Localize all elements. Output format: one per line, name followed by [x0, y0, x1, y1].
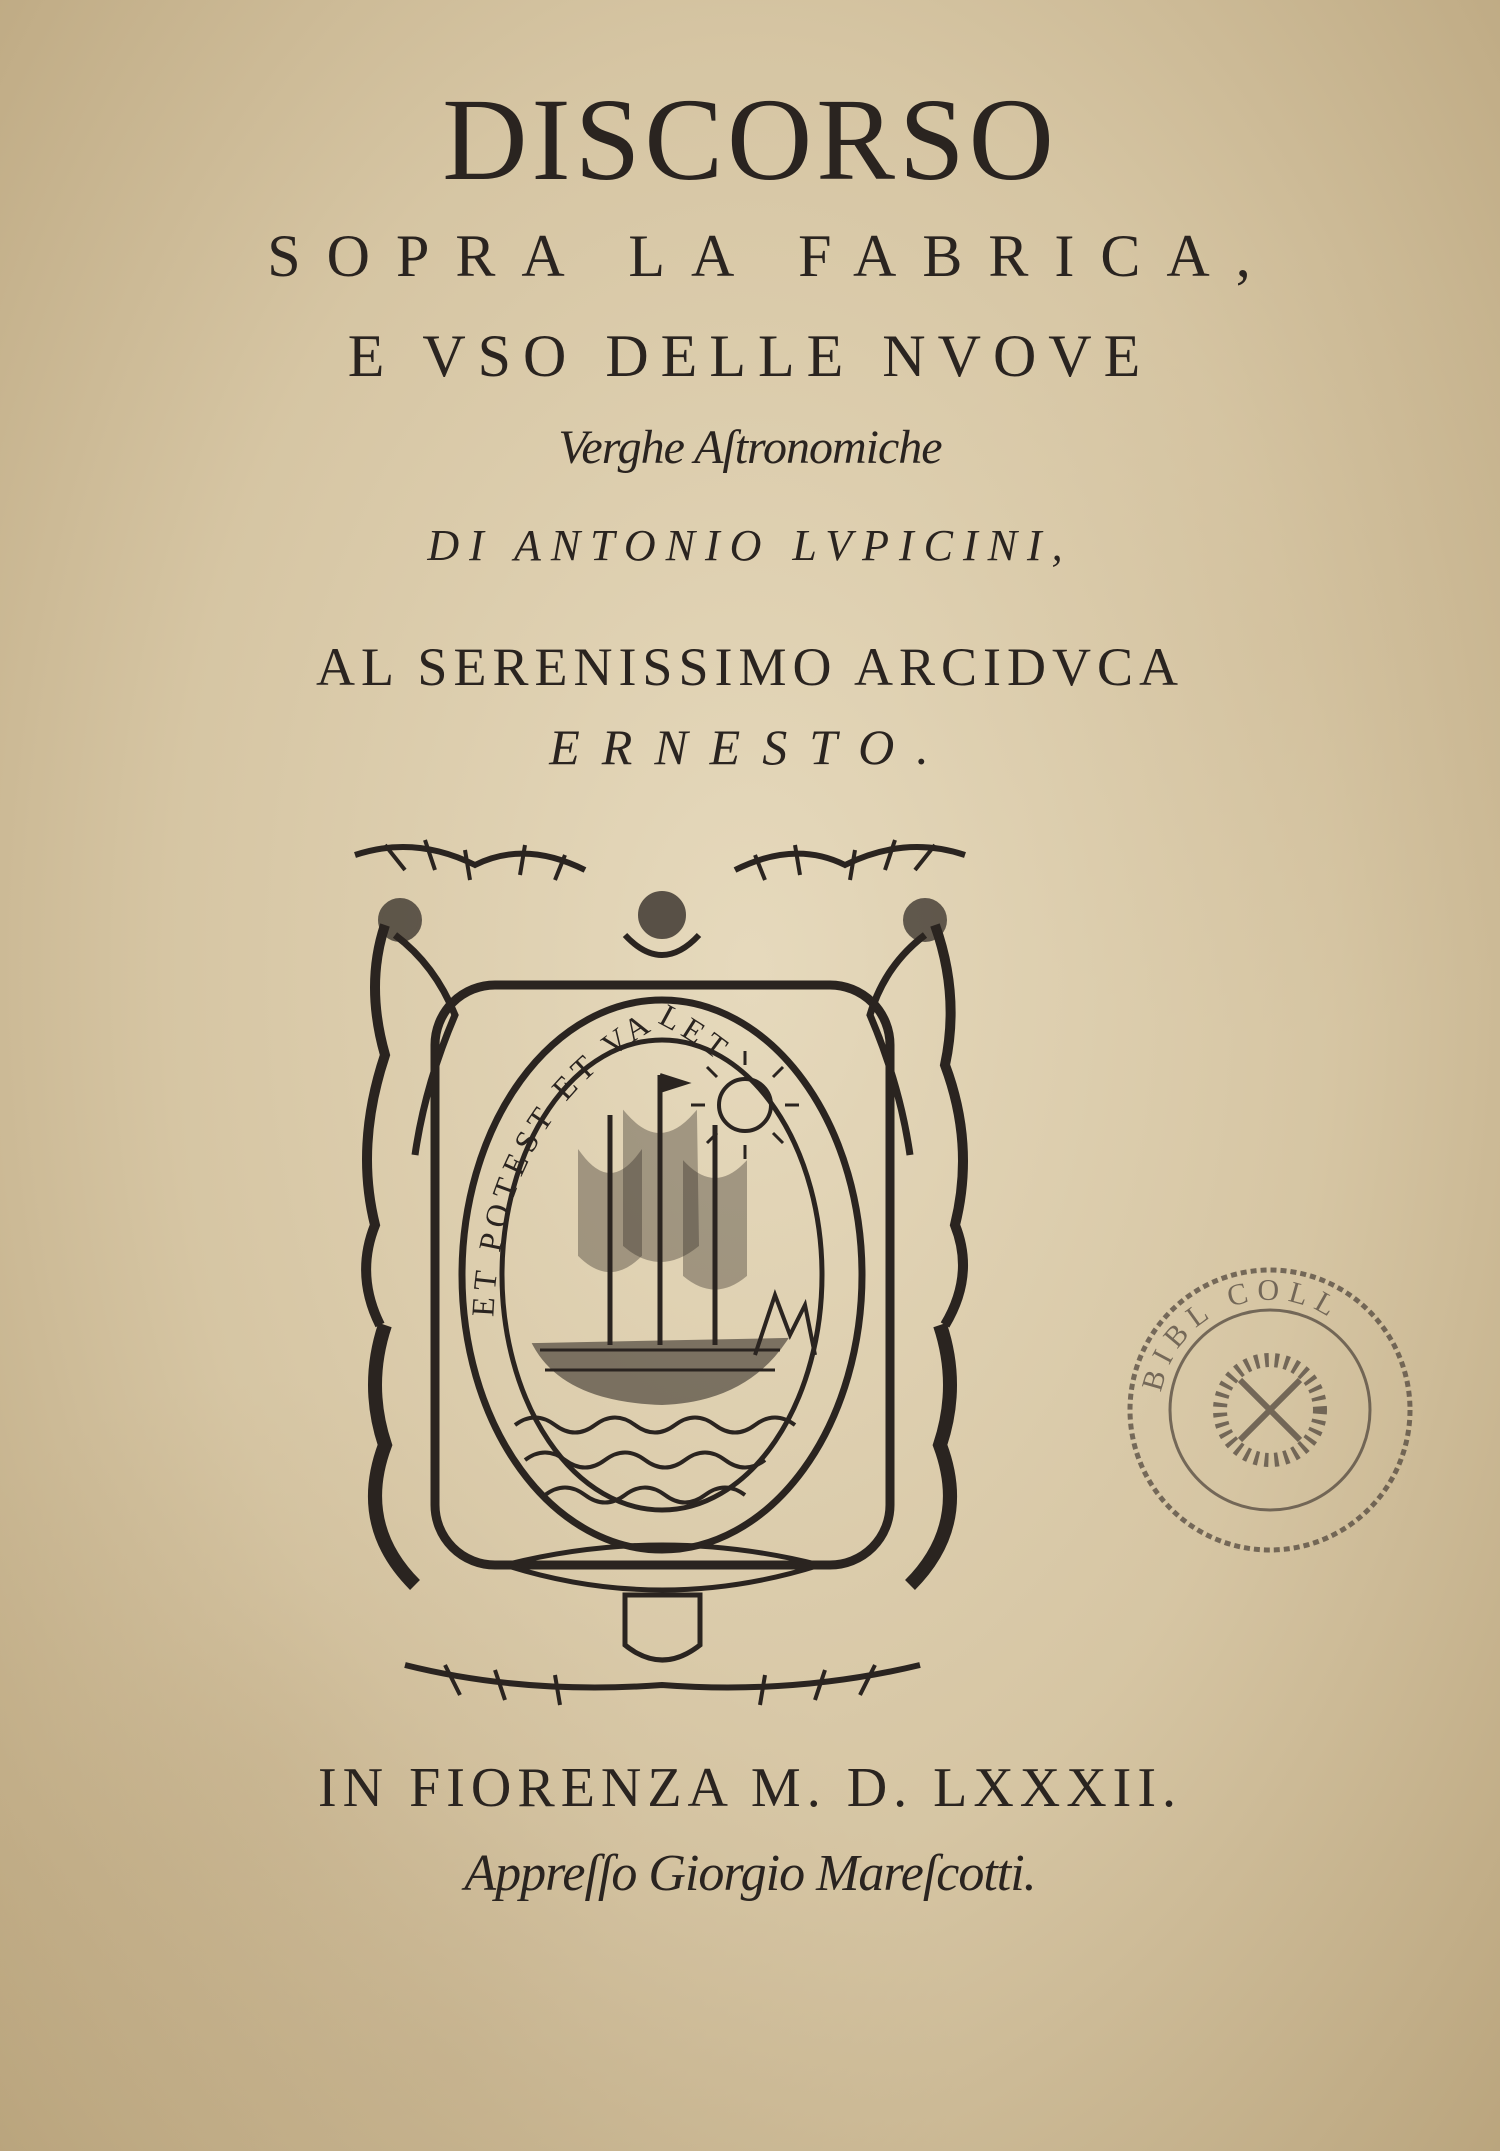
stamp-text: BIBL COLL	[1135, 1273, 1349, 1395]
title-discorso: DISCORSO	[442, 74, 1058, 205]
device-motto: ET POTEST ET VALET	[464, 996, 739, 1318]
printers-device-woodcut	[325, 825, 1000, 1725]
dedication-line: AL SERENISSIMO ARCIDVCA	[315, 637, 1185, 697]
author-line: DI ANTONIO LVPICINI,	[427, 521, 1073, 570]
dedicatee-name: ERNESTO.	[549, 719, 951, 775]
library-stamp	[1120, 1260, 1420, 1560]
imprint-place-year: IN FIORENZA M. D. LXXXII.	[318, 1757, 1182, 1819]
title-verghe-astronomiche: Verghe Aſtronomiche	[558, 421, 942, 474]
title-sopra-la-fabrica: SOPRA LA FABRICA,	[267, 223, 1277, 289]
title-e-uso-delle-nuove: E VSO DELLE NVOVE	[347, 323, 1153, 389]
imprint-printer: Appreſſo Giorgio Mareſcotti.	[464, 1845, 1036, 1902]
